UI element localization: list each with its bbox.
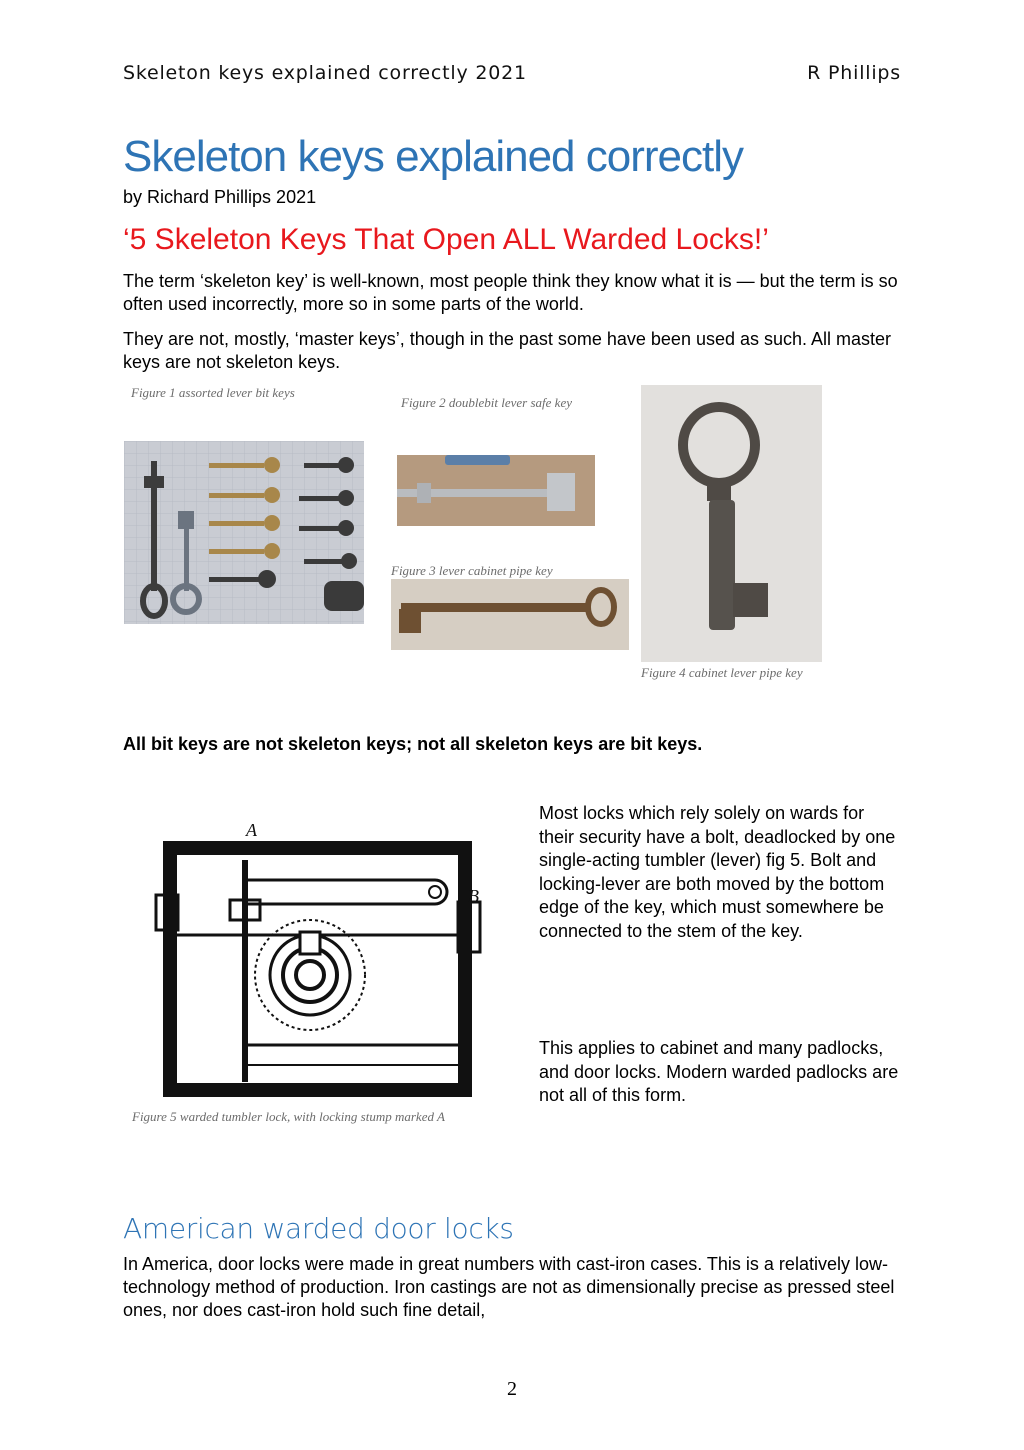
page-number: 2 — [507, 1378, 517, 1400]
red-heading: ‘5 Skeleton Keys That Open ALL Warded Locks!’ — [123, 223, 769, 256]
figure-4-photo — [641, 385, 822, 662]
figure-4-caption: Figure 4 cabinet lever pipe key — [641, 665, 803, 680]
side-text-2: This applies to cabinet and many padlocks, and door locks. Modern warded padlocks are not all of this form. — [539, 1038, 899, 1105]
page-title: Skeleton keys explained correctly — [123, 132, 743, 181]
intro-paragraph-1: The term ‘skeleton key’ is well-known, most people think they know what it is — but the term is so often used incorrectly, more so in some parts of the world. — [123, 271, 898, 314]
figure-1-caption: Figure 1 assorted lever bit keys — [131, 385, 295, 400]
figure-2-caption: Figure 2 doublebit lever safe key — [401, 395, 572, 410]
pipe-key-image — [391, 579, 629, 650]
section-body: In America, door locks were made in great numbers with cast-iron cases. This is a relatively low-technology method of production. Iron castings are not as dimensionally precise as pressed steel ones, nor does cast-iron hold such fine detail, — [123, 1254, 895, 1320]
warded-lock-diagram — [150, 820, 490, 1100]
cabinet-pipe-key-image — [641, 385, 822, 662]
figure-3-photo — [391, 579, 629, 650]
byline: by Richard Phillips 2021 — [123, 187, 317, 207]
figure-5-caption: Figure 5 warded tumbler lock, with locking stump marked A — [132, 1109, 445, 1124]
figure-5-label-a: A — [246, 820, 257, 840]
section-heading: American warded door locks — [123, 1212, 514, 1245]
running-header-right: R Phillips — [807, 62, 901, 84]
intro-paragraph-2: They are not, mostly, ‘master keys’, though in the past some have been used as such. All master keys are not skeleton keys. — [123, 329, 892, 372]
figure-5-diagram — [150, 820, 490, 1100]
running-header-left: Skeleton keys explained correctly 2021 — [123, 62, 527, 84]
bold-statement: All bit keys are not skeleton keys; not all skeleton keys are bit keys. — [123, 734, 703, 754]
safe-key-image — [397, 455, 595, 526]
assorted-keys-image — [124, 441, 364, 624]
figure-5-label-b: B — [468, 886, 479, 906]
side-text-1: Most locks which rely solely on wards for their security have a bolt, deadlocked by one single-acting tumbler (lever) fig 5. Bolt and locking-lever are both moved by the bottom edge of the key, which must somewhere be connected to the stem of the key. — [539, 803, 896, 941]
figure-3-caption: Figure 3 lever cabinet pipe key — [391, 563, 553, 578]
figure-2-photo — [397, 455, 595, 526]
figure-1-photo — [124, 441, 364, 624]
